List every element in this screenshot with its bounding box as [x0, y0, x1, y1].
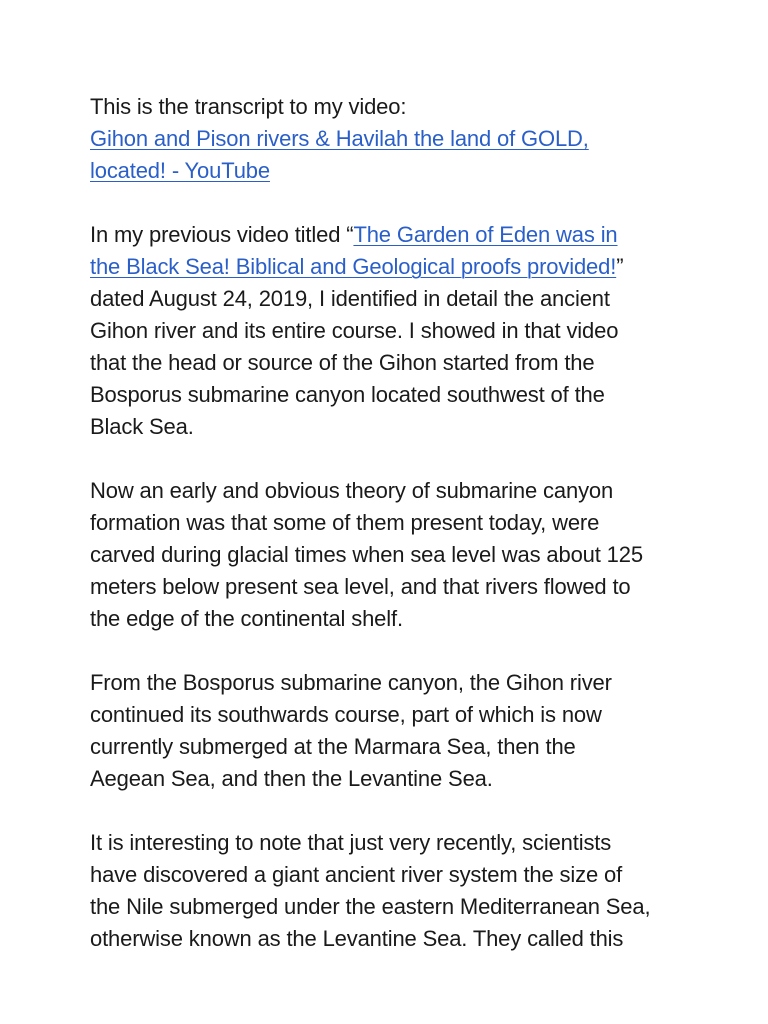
intro-paragraph [90, 91, 700, 187]
paragraph-line: carved during glacial times when sea level was about 125 [90, 542, 643, 567]
youtube-video-link-line2: located! - YouTube [90, 158, 270, 183]
paragraph-line: Gihon river and its entire course. I showed in that video [90, 318, 619, 343]
transcript-body [90, 91, 700, 987]
youtube-video-link[interactable] [90, 123, 700, 155]
paragraph-line [90, 219, 700, 251]
intro-line: This is the transcript to my video: [90, 94, 407, 119]
paragraph-canyon-theory [90, 475, 700, 635]
youtube-video-link-cont[interactable] [90, 155, 700, 187]
paragraph-line: dated August 24, 2019, I identified in detail the ancient [90, 286, 610, 311]
paragraph-ancient-river [90, 827, 700, 955]
paragraph-line: It is interesting to note that just very recently, scientists [90, 830, 612, 855]
paragraph-line: Bosporus submarine canyon located southwest of the [90, 382, 605, 407]
paragraph-line: currently submerged at the Marmara Sea, then the [90, 734, 576, 759]
paragraph-line: continued its southwards course, part of which is now [90, 702, 602, 727]
text-fragment: ” [616, 254, 624, 279]
paragraph-previous-video [90, 219, 700, 443]
paragraph-line [90, 251, 700, 283]
paragraph-line: Aegean Sea, and then the Levantine Sea. [90, 766, 493, 791]
paragraph-line: the edge of the continental shelf. [90, 606, 403, 631]
garden-of-eden-video-link[interactable]: The Garden of Eden was in [353, 222, 618, 247]
paragraph-line: meters below present sea level, and that rivers flowed to [90, 574, 631, 599]
text-fragment: In my previous video titled “ [90, 222, 354, 247]
paragraph-line: the Nile submerged under the eastern Mediterranean Sea, [90, 894, 651, 919]
garden-of-eden-video-link-cont[interactable]: the Black Sea! Biblical and Geological proofs provided! [90, 254, 617, 279]
youtube-video-link-line1: Gihon and Pison rivers & Havilah the land of GOLD, [90, 126, 589, 151]
paragraph-line: have discovered a giant ancient river system the size of [90, 862, 623, 887]
paragraph-line: Black Sea. [90, 414, 194, 439]
paragraph-line: From the Bosporus submarine canyon, the Gihon river [90, 670, 612, 695]
paragraph-gihon-course [90, 667, 700, 795]
paragraph-line: that the head or source of the Gihon started from the [90, 350, 595, 375]
paragraph-line: otherwise known as the Levantine Sea. They called this [90, 926, 624, 951]
paragraph-line: Now an early and obvious theory of submarine canyon [90, 478, 614, 503]
paragraph-line: formation was that some of them present today, were [90, 510, 600, 535]
